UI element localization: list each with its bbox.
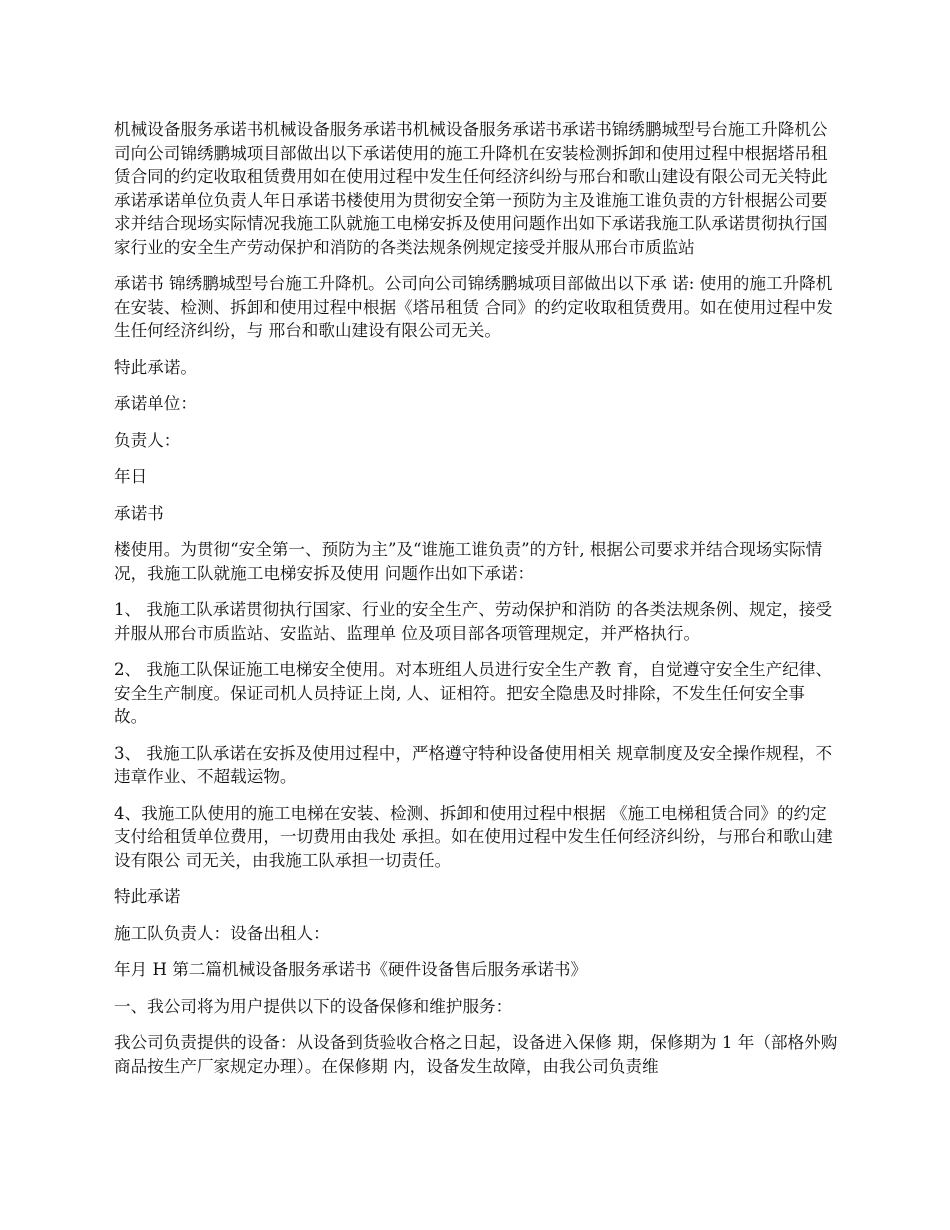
paragraph: 负责人： bbox=[114, 430, 181, 450]
paragraph: 承诺书 bbox=[114, 503, 164, 523]
paragraph: 年月 H 第二篇机械设备服务承诺书《硬件设备售后服务承诺书》 bbox=[114, 960, 588, 979]
document-body bbox=[114, 118, 838, 1091]
paragraph: 4、我施工队使用的施工电梯在安装、检测、拆卸和使用过程中根据 《施工电梯租赁合同》的约定支付给租赁单位费用，一切费用由我处 承担。如在使用过程中发生任何经济纠纷，与邢台和歌山建设有限公 司无关，由我施工队承担一切责任。 bbox=[114, 803, 833, 870]
paragraph: 2、 我施工队保证施工电梯安全使用。对本班组人员进行安全生产教 育，自觉遵守安全生产纪律、安全生产制度。保证司机人员持证上岗, 人、证相符。把安全隐患及时排除，不发生任何安全事故。 bbox=[114, 660, 833, 726]
paragraph: 楼使用。为贯彻“安全第一、预防为主”及“谁施工谁负责”的方针, 根据公司要求并结合现场实际情况，我施工队就施工电梯安拆及使用 问题作出如下承诺： bbox=[114, 540, 823, 583]
paragraph: 承诺单位： bbox=[114, 394, 197, 413]
paragraph: 我公司负责提供的设备：从设备到货验收合格之日起，设备进入保修 期，保修期为 1 年（部格外购商品按生产厂家规定办理）。在保修期 内，设备发生故障，由我公司负责维 bbox=[114, 1033, 838, 1076]
paragraph: 特此承诺 bbox=[114, 887, 181, 906]
paragraph: 一、我公司将为用户提供以下的设备保修和维护服务： bbox=[114, 996, 513, 1016]
paragraph: 3、 我施工队承诺在安拆及使用过程中，严格遵守特种设备使用相关 规章制度及安全操作规程，不违章作业、不超载运物。 bbox=[114, 743, 833, 786]
paragraph: 特此承诺。 bbox=[114, 357, 197, 377]
paragraph: 施工队负责人：设备出租人： bbox=[114, 923, 330, 943]
paragraph: 机械设备服务承诺书机械设备服务承诺书机械设备服务承诺书承诺书锦绣鹏城型号台施工升降机公司向公司锦绣鹏城项目部做出以下承诺使用的施工升降机在安装检测拆卸和使用过程中根据塔吊租赁合同的约定收取租赁费用如在使用过程中发生任何经济纠纷与邢台和歌山建设有限公司无关特此承诺承诺单位负责人年日承诺书楼使用为贯彻安全第一预防为主及谁施工谁负责的方针根据公司要求并结合现场实际情况我施工队就施工电梯安拆及使用问题作出如下承诺我施工队承诺贯彻执行国家行业的安全生产劳动保护和消防的各类法规条例规定接受并服从邢台市质监站 bbox=[114, 120, 828, 257]
paragraph: 年日 bbox=[114, 467, 148, 486]
paragraph: 承诺书 锦绣鹏城型号台施工升降机。公司向公司锦绣鹏城项目部做出以下承 诺: 使用的施工升降机在安装、检测、拆卸和使用过程中根据《塔吊租赁 合同》的约定收取租赁费用。如在使用过程中发生任何经济纠纷，与 邢台和歌山建设有限公司无关。 bbox=[114, 274, 833, 340]
paragraph: 1、 我施工队承诺贯彻执行国家、行业的安全生产、劳动保护和消防 的各类法规条例、规定，接受并服从邢台市质监站、安监站、监理单 位及项目部各项管理规定，并严格执行。 bbox=[114, 600, 833, 643]
